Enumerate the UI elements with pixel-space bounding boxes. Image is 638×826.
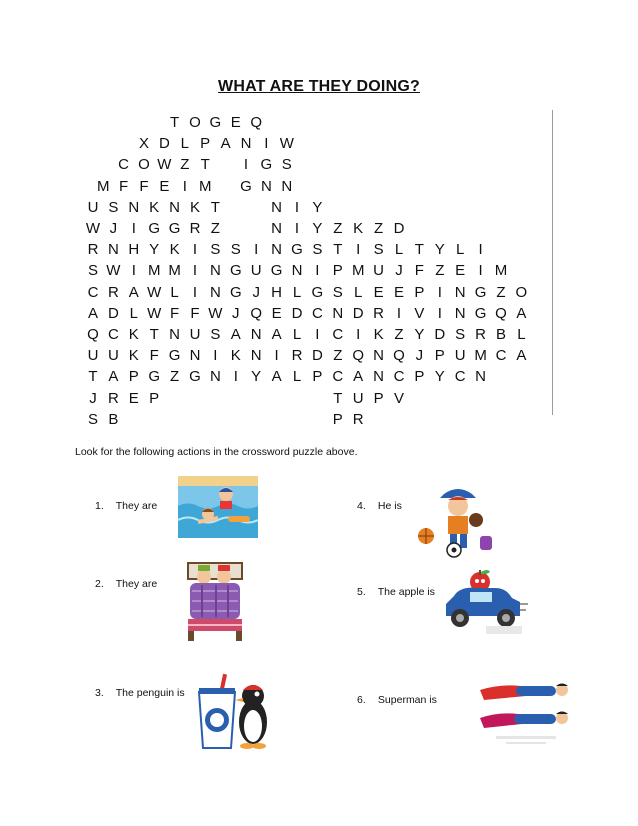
puzzle-letter: F — [149, 347, 159, 365]
puzzle-letter: N — [169, 198, 181, 216]
puzzle-row — [0, 178, 638, 200]
penguin-drinking-picture — [193, 672, 275, 752]
puzzle-letter: K — [128, 326, 139, 343]
puzzle-row — [0, 114, 638, 136]
puzzle-letter: N — [128, 198, 140, 216]
puzzle-letter: K — [169, 241, 180, 259]
puzzle-letter: T — [333, 389, 343, 407]
puzzle-letter: J — [415, 347, 424, 365]
puzzle-letter: S — [87, 262, 98, 280]
puzzle-letter: I — [437, 283, 442, 301]
puzzle-letter: Z — [333, 347, 343, 365]
puzzle-letter: U — [250, 262, 262, 280]
puzzle-letter: F — [414, 262, 424, 280]
question-text: They are — [115, 578, 158, 590]
puzzle-letter: I — [192, 241, 198, 259]
puzzle-letter: D — [158, 135, 170, 153]
puzzle-letter: K — [230, 347, 241, 365]
puzzle-letter: P — [128, 368, 139, 386]
puzzle-letter: I — [264, 135, 269, 153]
question-2 — [95, 578, 157, 590]
puzzle-letter: R — [189, 220, 201, 237]
puzzle-letter: G — [168, 220, 181, 237]
puzzle-letter: N — [240, 135, 252, 153]
puzzle-letter: C — [332, 326, 344, 343]
puzzle-letter: Z — [180, 156, 190, 174]
puzzle-letter: F — [170, 304, 180, 322]
puzzle-letter: L — [517, 326, 526, 343]
puzzle-letter: N — [475, 368, 487, 386]
sleeping-in-bed-picture — [180, 555, 250, 643]
puzzle-letter: T — [210, 198, 220, 216]
page-title: WHAT ARE THEY DOING? — [218, 78, 420, 95]
puzzle-letter: I — [294, 220, 300, 237]
apple-driving-car-picture — [440, 566, 528, 638]
puzzle-letter: C — [107, 326, 119, 343]
puzzle-letter: G — [474, 304, 487, 322]
puzzle-letter: D — [291, 304, 303, 322]
puzzle-letter: J — [232, 304, 240, 322]
puzzle-letter: S — [312, 241, 323, 259]
puzzle-letter: I — [396, 304, 402, 322]
puzzle-letter: I — [182, 177, 187, 195]
puzzle-row — [0, 262, 638, 284]
instruction-text: Look for the following actions in the crossword puzzle above. — [75, 446, 358, 458]
puzzle-letter: H — [128, 241, 140, 259]
puzzle-letter: J — [252, 283, 260, 301]
puzzle-letter: I — [131, 262, 136, 280]
puzzle-letter: M — [96, 177, 110, 195]
puzzle-letter: B — [108, 410, 119, 428]
puzzle-letter: I — [192, 262, 198, 280]
puzzle-letter: A — [271, 326, 282, 343]
puzzle-letter: E — [455, 262, 466, 280]
puzzle-letter: V — [393, 389, 404, 407]
puzzle-letter: G — [209, 114, 222, 131]
puzzle-letter: S — [230, 241, 241, 259]
puzzle-letter: N — [169, 326, 181, 343]
puzzle-letter: R — [373, 304, 385, 322]
puzzle-letter: Z — [170, 368, 180, 386]
puzzle-letter: A — [220, 135, 231, 153]
puzzle-letter: S — [108, 198, 119, 216]
puzzle-letter: K — [353, 220, 364, 237]
puzzle-letter: P — [200, 135, 211, 153]
puzzle-letter: U — [87, 347, 99, 365]
puzzle-letter: M — [494, 262, 508, 280]
puzzle-letter: N — [209, 368, 221, 386]
puzzle-letter: C — [454, 368, 466, 386]
puzzle-letter: U — [87, 198, 99, 216]
puzzle-letter: N — [209, 262, 221, 280]
question-text: The penguin is — [115, 687, 185, 699]
puzzle-letter: L — [292, 283, 302, 301]
puzzle-letter: G — [189, 368, 201, 386]
puzzle-letter: N — [454, 283, 466, 301]
puzzle-letter: N — [454, 304, 466, 322]
puzzle-letter: G — [291, 241, 303, 259]
puzzle-letter: Q — [393, 347, 405, 365]
puzzle-letter: A — [516, 347, 527, 365]
puzzle-letter: P — [332, 410, 343, 428]
puzzle-letter: E — [373, 283, 384, 301]
puzzle-letter: I — [356, 326, 361, 343]
puzzle-letter: S — [332, 283, 343, 301]
puzzle-letter: U — [189, 326, 201, 343]
puzzle-letter: Z — [496, 283, 506, 301]
question-number: 4. — [357, 500, 366, 512]
puzzle-letter: I — [213, 347, 218, 365]
question-4 — [357, 500, 402, 512]
puzzle-row — [0, 411, 638, 433]
puzzle-letter: W — [147, 283, 162, 301]
puzzle-letter: Y — [434, 241, 445, 259]
puzzle-letter: J — [89, 389, 97, 407]
superman-flying-picture — [476, 676, 576, 748]
puzzle-letter: N — [250, 347, 262, 365]
puzzle-letter: A — [128, 283, 139, 301]
puzzle-row — [0, 199, 638, 221]
puzzle-letter: Q — [250, 304, 263, 322]
puzzle-letter: P — [414, 368, 425, 386]
puzzle-letter: A — [108, 368, 119, 386]
puzzle-letter: Y — [414, 326, 425, 343]
puzzle-letter: W — [157, 156, 172, 174]
puzzle-letter: Y — [251, 368, 262, 386]
puzzle-row — [0, 305, 638, 327]
puzzle-letter: Y — [149, 241, 160, 259]
question-1 — [95, 500, 157, 512]
puzzle-letter: T — [333, 241, 343, 259]
puzzle-letter: R — [475, 326, 487, 343]
puzzle-letter: E — [159, 177, 170, 195]
puzzle-letter: L — [129, 304, 138, 322]
divider-line — [552, 110, 553, 415]
puzzle-letter: N — [291, 262, 303, 280]
puzzle-letter: A — [87, 304, 98, 322]
puzzle-row — [0, 284, 638, 306]
puzzle-letter: Z — [210, 220, 220, 237]
puzzle-letter: M — [474, 347, 487, 365]
puzzle-letter: W — [85, 220, 101, 237]
question-number: 1. — [95, 500, 104, 512]
puzzle-letter: N — [107, 241, 119, 259]
puzzle-letter: S — [281, 156, 292, 174]
puzzle-letter: T — [88, 368, 98, 386]
puzzle-letter: G — [240, 177, 252, 195]
puzzle-letter: D — [107, 304, 119, 322]
puzzle-letter: I — [131, 220, 136, 237]
puzzle-letter: C — [495, 347, 507, 365]
puzzle-letter: R — [87, 241, 99, 259]
puzzle-letter: N — [281, 177, 293, 195]
puzzle-letter: M — [351, 262, 365, 280]
puzzle-letter: U — [373, 262, 385, 280]
puzzle-letter: E — [230, 114, 241, 131]
puzzle-letter: N — [260, 177, 272, 195]
puzzle-letter: A — [230, 326, 241, 343]
puzzle-letter: C — [87, 283, 99, 301]
puzzle-letter: R — [107, 389, 119, 407]
puzzle-letter: M — [168, 262, 181, 280]
puzzle-row — [0, 220, 638, 242]
puzzle-letter: L — [394, 241, 404, 259]
puzzle-row — [0, 390, 638, 412]
puzzle-letter: O — [189, 114, 201, 131]
puzzle-letter: Y — [434, 368, 445, 386]
puzzle-letter: P — [434, 347, 445, 365]
puzzle-letter: A — [516, 304, 527, 322]
puzzle-letter: N — [271, 198, 283, 216]
puzzle-letter: I — [274, 347, 279, 365]
puzzle-letter: G — [311, 283, 324, 301]
puzzle-letter: N — [373, 347, 385, 365]
question-number: 2. — [95, 578, 104, 590]
puzzle-row — [0, 347, 638, 369]
puzzle-letter: Y — [312, 220, 323, 237]
puzzle-letter: Y — [312, 198, 323, 216]
puzzle-letter: G — [474, 283, 487, 301]
puzzle-letter: C — [118, 156, 130, 174]
puzzle-letter: I — [315, 326, 320, 343]
puzzle-letter: K — [128, 347, 139, 365]
puzzle-letter: R — [352, 410, 364, 428]
puzzle-letter: D — [311, 347, 323, 365]
puzzle-letter: E — [393, 283, 404, 301]
puzzle-letter: S — [210, 326, 221, 343]
puzzle-letter: G — [229, 283, 242, 301]
puzzle-letter: I — [294, 198, 300, 216]
puzzle-letter: L — [354, 283, 363, 301]
puzzle-letter: N — [373, 368, 385, 386]
puzzle-letter: E — [271, 304, 282, 322]
puzzle-letter: U — [454, 347, 466, 365]
puzzle-letter: Q — [495, 304, 507, 322]
puzzle-letter: N — [189, 347, 201, 365]
puzzle-letter: F — [190, 304, 200, 322]
swimming-children-picture — [178, 476, 258, 538]
puzzle-row — [0, 368, 638, 390]
puzzle-letter: S — [455, 326, 466, 343]
question-6 — [357, 694, 437, 706]
puzzle-letter: N — [250, 326, 262, 343]
puzzle-letter: Z — [374, 220, 384, 237]
puzzle-letter: I — [233, 368, 238, 386]
puzzle-letter: E — [128, 389, 139, 407]
puzzle-letter: T — [414, 241, 424, 259]
question-number: 3. — [95, 687, 104, 699]
puzzle-letter: Q — [352, 347, 365, 365]
puzzle-letter: Z — [333, 220, 343, 237]
puzzle-letter: T — [149, 326, 159, 343]
question-5 — [357, 586, 435, 598]
puzzle-letter: R — [291, 347, 303, 365]
puzzle-letter: Q — [87, 326, 99, 343]
puzzle-letter: J — [395, 262, 403, 280]
boy-playing-sports-picture — [418, 484, 496, 558]
puzzle-letter: I — [315, 262, 320, 280]
puzzle-letter: G — [168, 347, 181, 365]
puzzle-letter: K — [373, 326, 384, 343]
puzzle-letter: G — [148, 368, 161, 386]
puzzle-letter: I — [478, 241, 483, 259]
puzzle-letter: O — [515, 283, 528, 301]
question-text: Superman is — [377, 694, 437, 706]
puzzle-letter: P — [373, 389, 384, 407]
question-text: They are — [115, 500, 158, 512]
puzzle-letter: W — [208, 304, 223, 322]
puzzle-letter: K — [189, 198, 200, 216]
puzzle-letter: P — [332, 262, 343, 280]
puzzle-row — [0, 241, 638, 263]
puzzle-letter: D — [393, 220, 405, 237]
question-text: He is — [377, 500, 402, 512]
puzzle-letter: G — [270, 262, 283, 280]
puzzle-letter: N — [271, 241, 283, 259]
puzzle-letter: M — [198, 177, 212, 195]
puzzle-letter: S — [210, 241, 221, 259]
puzzle-letter: W — [106, 262, 121, 280]
puzzle-letter: R — [107, 283, 119, 301]
puzzle-letter: W — [147, 304, 162, 322]
puzzle-letter: F — [139, 177, 149, 195]
puzzle-row — [0, 135, 638, 157]
puzzle-letter: N — [271, 220, 283, 237]
puzzle-letter: Q — [250, 114, 263, 131]
puzzle-letter: L — [292, 326, 302, 343]
puzzle-letter: U — [352, 389, 364, 407]
question-3 — [95, 687, 185, 699]
puzzle-letter: L — [456, 241, 465, 259]
puzzle-letter: P — [414, 283, 425, 301]
puzzle-letter: D — [434, 326, 446, 343]
puzzle-letter: W — [279, 135, 294, 153]
puzzle-letter: L — [170, 283, 179, 301]
puzzle-row — [0, 156, 638, 178]
puzzle-letter: D — [352, 304, 364, 322]
puzzle-row — [0, 326, 638, 348]
puzzle-letter: Z — [435, 262, 445, 280]
puzzle-letter: I — [243, 156, 249, 174]
puzzle-letter: A — [271, 368, 282, 386]
puzzle-letter: S — [373, 241, 384, 259]
puzzle-letter: B — [495, 326, 506, 343]
puzzle-letter: C — [393, 368, 405, 386]
puzzle-letter: I — [356, 241, 361, 259]
puzzle-letter: M — [147, 262, 161, 280]
puzzle-letter: C — [332, 368, 344, 386]
puzzle-letter: L — [292, 368, 302, 386]
puzzle-letter: I — [437, 304, 442, 322]
puzzle-letter: X — [138, 135, 149, 153]
puzzle-letter: S — [87, 410, 98, 428]
puzzle-letter: T — [200, 156, 210, 174]
puzzle-letter: O — [138, 156, 150, 174]
puzzle-letter: I — [254, 241, 259, 259]
puzzle-letter: L — [180, 135, 189, 153]
puzzle-letter: A — [353, 368, 364, 386]
puzzle-letter: V — [414, 304, 425, 322]
puzzle-letter: T — [170, 114, 180, 131]
puzzle-letter: F — [119, 177, 129, 195]
question-number: 5. — [357, 586, 366, 598]
puzzle-letter: P — [312, 368, 323, 386]
puzzle-letter: C — [311, 304, 323, 322]
question-number: 6. — [357, 694, 366, 706]
puzzle-letter: G — [260, 156, 273, 174]
puzzle-letter: U — [107, 347, 119, 365]
puzzle-letter: I — [192, 283, 198, 301]
puzzle-letter: J — [109, 220, 118, 237]
puzzle-letter: H — [271, 283, 283, 301]
puzzle-letter: K — [149, 198, 160, 216]
puzzle-letter: G — [229, 262, 242, 280]
puzzle-letter: N — [332, 304, 344, 322]
question-text: The apple is — [377, 586, 435, 598]
puzzle-letter: N — [209, 283, 221, 301]
puzzle-letter: I — [478, 262, 483, 280]
puzzle-letter: Z — [394, 326, 404, 343]
puzzle-letter: G — [148, 220, 161, 237]
puzzle-letter: P — [149, 389, 160, 407]
